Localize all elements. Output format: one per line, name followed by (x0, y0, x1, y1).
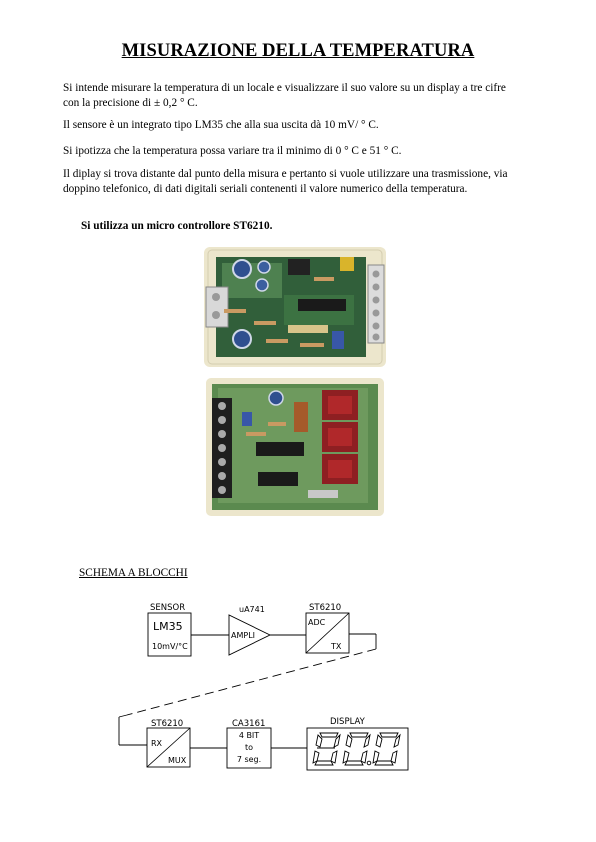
tx-label: TX (331, 642, 342, 651)
decoder-line-3: 7 seg. (236, 755, 262, 764)
decoder-line-2: to (244, 743, 254, 752)
sensor-chip-label: LM35 (153, 620, 183, 633)
rx-chip-label: ST6210 (151, 719, 184, 729)
sensor-paragraph: Il sensore è un integrato tipo LM35 che alla sua uscita dà 10 mV/ ° C. (63, 119, 379, 131)
page-title: MISURAZIONE DELLA TEMPERATURA (121, 41, 475, 61)
transmission-line (127, 649, 376, 715)
mux-label: MUX (168, 756, 187, 765)
rx-label: RX (151, 739, 163, 748)
sensor-spec-label: 10mV/°C (152, 642, 188, 651)
micro-note: Si utilizza un micro controllore ST6210. (81, 220, 273, 232)
seven-segment-digits (313, 733, 400, 765)
range-paragraph: Si ipotizza che la temperatura possa variare tra il minimo di 0 ° C e 51 ° C. (63, 145, 402, 157)
tx-chip-label: ST6210 (309, 603, 342, 613)
sensor-board-photo (204, 247, 386, 367)
block-diagram-heading: SCHEMA A BLOCCHI (79, 567, 188, 579)
amp-chip-label: uA741 (239, 605, 265, 614)
intro-paragraph: Si intende misurare la temperatura di un locale e visualizzare il suo valore su un display a tre cifre con la precisione di ± 0,2 ° C. (63, 82, 506, 109)
decoder-line-1: 4 BIT (238, 731, 260, 740)
display-board-photo (206, 378, 384, 516)
sensor-label: SENSOR (150, 603, 186, 613)
display-paragraph: Il diplay si trova distante dal punto della misura e pertanto si vuole utilizzare una trasmissione, via doppino telefonico, di dati digitali seriali contenenti il valore numerico della temperatura. (63, 168, 508, 195)
amp-label: AMPLI (231, 631, 256, 640)
adc-label: ADC (308, 618, 326, 627)
decoder-chip-label: CA3161 (232, 719, 266, 729)
display-label: DISPLAY (330, 717, 365, 727)
block-diagram (0, 595, 596, 785)
